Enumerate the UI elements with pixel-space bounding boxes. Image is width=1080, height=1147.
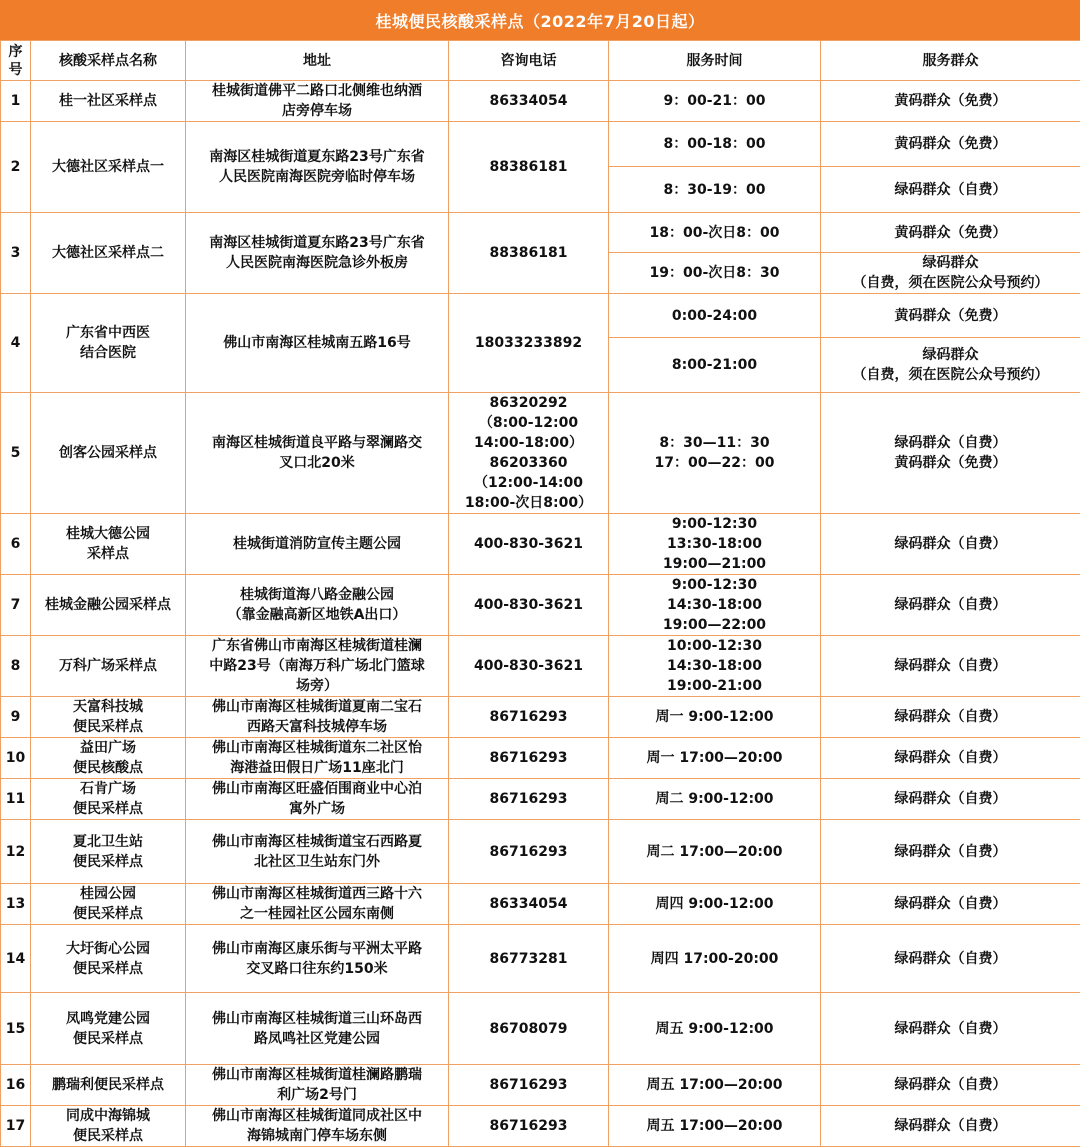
row-service-group: 绿码群众（自费） 黄码群众（免费） bbox=[821, 393, 1080, 514]
row-service-hours: 8：30-19：00 bbox=[609, 167, 821, 213]
row-phone: 86716293 bbox=[449, 1065, 609, 1106]
table-row bbox=[1, 294, 1080, 338]
row-service-group: 绿码群众 （自费，须在医院公众号预约） bbox=[821, 338, 1080, 393]
row-site-name: 大德社区采样点二 bbox=[31, 213, 186, 294]
row-address: 南海区桂城街道良平路与翠澜路交 叉口北20米 bbox=[186, 393, 449, 514]
table-row bbox=[1, 884, 1080, 925]
row-site-name: 桂一社区采样点 bbox=[31, 81, 186, 122]
row-service-hours: 8：30—11：30 17：00—22：00 bbox=[609, 393, 821, 514]
row-phone: 86773281 bbox=[449, 925, 609, 993]
row-service-group: 绿码群众（自费） bbox=[821, 636, 1080, 697]
row-phone: 86334054 bbox=[449, 884, 609, 925]
row-site-name: 广东省中西医 结合医院 bbox=[31, 294, 186, 393]
row-service-hours: 周四 17:00-20:00 bbox=[609, 925, 821, 993]
row-seq: 5 bbox=[1, 393, 31, 514]
row-seq: 7 bbox=[1, 575, 31, 636]
row-phone: 400-830-3621 bbox=[449, 575, 609, 636]
row-seq: 3 bbox=[1, 213, 31, 294]
row-service-hours: 19：00-次日8：30 bbox=[609, 253, 821, 294]
row-service-group: 绿码群众（自费） bbox=[821, 514, 1080, 575]
row-service-group: 绿码群众（自费） bbox=[821, 925, 1080, 993]
row-service-hours: 10:00-12:30 14:30-18:00 19:00-21:00 bbox=[609, 636, 821, 697]
row-service-group: 绿码群众 （自费，须在医院公众号预约） bbox=[821, 253, 1080, 294]
row-address: 佛山市南海区桂城南五路16号 bbox=[186, 294, 449, 393]
row-site-name: 益田广场 便民核酸点 bbox=[31, 738, 186, 779]
row-address: 佛山市南海区旺盛佰围商业中心泊 寓外广场 bbox=[186, 779, 449, 820]
row-address: 佛山市南海区桂城街道东二社区怡 海港益田假日广场11座北门 bbox=[186, 738, 449, 779]
row-address: 佛山市南海区桂城街道宝石西路夏 北社区卫生站东门外 bbox=[186, 820, 449, 884]
row-seq: 13 bbox=[1, 884, 31, 925]
row-service-group: 绿码群众（自费） bbox=[821, 1065, 1080, 1106]
row-site-name: 桂园公园 便民采样点 bbox=[31, 884, 186, 925]
row-service-hours: 周二 9:00-12:00 bbox=[609, 779, 821, 820]
row-service-group: 绿码群众（自费） bbox=[821, 575, 1080, 636]
table-row bbox=[1, 993, 1080, 1065]
table-row bbox=[1, 514, 1080, 575]
row-address: 佛山市南海区康乐街与平洲太平路 交叉路口往东约150米 bbox=[186, 925, 449, 993]
row-service-hours: 9:00-12:30 14:30-18:00 19:00—22:00 bbox=[609, 575, 821, 636]
row-address: 南海区桂城街道夏东路23号广东省 人民医院南海医院急诊外板房 bbox=[186, 213, 449, 294]
row-phone: 86708079 bbox=[449, 993, 609, 1065]
row-seq: 17 bbox=[1, 1106, 31, 1147]
row-phone: 86716293 bbox=[449, 779, 609, 820]
row-phone: 400-830-3621 bbox=[449, 514, 609, 575]
row-site-name: 石肯广场 便民采样点 bbox=[31, 779, 186, 820]
row-site-name: 天富科技城 便民采样点 bbox=[31, 697, 186, 738]
row-seq: 12 bbox=[1, 820, 31, 884]
row-phone: 88386181 bbox=[449, 122, 609, 213]
header-address: 地址 bbox=[186, 41, 449, 81]
row-address: 南海区桂城街道夏东路23号广东省 人民医院南海医院旁临时停车场 bbox=[186, 122, 449, 213]
row-site-name: 桂城大德公园 采样点 bbox=[31, 514, 186, 575]
row-service-hours: 0:00-24:00 bbox=[609, 294, 821, 338]
row-service-group: 绿码群众（自费） bbox=[821, 697, 1080, 738]
row-seq: 1 bbox=[1, 81, 31, 122]
row-address: 佛山市南海区桂城街道桂澜路鹏瑞 利广场2号门 bbox=[186, 1065, 449, 1106]
table-row bbox=[1, 1106, 1080, 1147]
row-phone: 86716293 bbox=[449, 738, 609, 779]
row-site-name: 鹏瑞利便民采样点 bbox=[31, 1065, 186, 1106]
row-site-name: 大德社区采样点一 bbox=[31, 122, 186, 213]
row-address: 佛山市南海区桂城街道西三路十六 之一桂园社区公园东南侧 bbox=[186, 884, 449, 925]
header-phone: 咨询电话 bbox=[449, 41, 609, 81]
row-seq: 9 bbox=[1, 697, 31, 738]
header-name: 核酸采样点名称 bbox=[31, 41, 186, 81]
sampling-points-table bbox=[0, 40, 1080, 1147]
row-phone: 86716293 bbox=[449, 697, 609, 738]
row-phone: 18033233892 bbox=[449, 294, 609, 393]
row-address: 佛山市南海区桂城街道三山环岛西 路凤鸣社区党建公园 bbox=[186, 993, 449, 1065]
row-site-name: 创客公园采样点 bbox=[31, 393, 186, 514]
row-service-group: 黄码群众（免费） bbox=[821, 294, 1080, 338]
table-title: 桂城便民核酸采样点（2022年7月20日起） bbox=[0, 0, 1080, 40]
row-address: 佛山市南海区桂城街道夏南二宝石 西路天富科技城停车场 bbox=[186, 697, 449, 738]
row-phone: 86716293 bbox=[449, 1106, 609, 1147]
header-hours: 服务时间 bbox=[609, 41, 821, 81]
row-seq: 16 bbox=[1, 1065, 31, 1106]
row-seq: 6 bbox=[1, 514, 31, 575]
table-row bbox=[1, 820, 1080, 884]
row-service-hours: 9：00-21：00 bbox=[609, 81, 821, 122]
table-row bbox=[1, 1065, 1080, 1106]
row-address: 桂城街道佛平二路口北侧维也纳酒 店旁停车场 bbox=[186, 81, 449, 122]
row-seq: 4 bbox=[1, 294, 31, 393]
row-service-group: 黄码群众（免费） bbox=[821, 81, 1080, 122]
header-group: 服务群众 bbox=[821, 41, 1080, 81]
row-site-name: 夏北卫生站 便民采样点 bbox=[31, 820, 186, 884]
row-service-hours: 周二 17:00—20:00 bbox=[609, 820, 821, 884]
row-service-group: 绿码群众（自费） bbox=[821, 738, 1080, 779]
row-seq: 15 bbox=[1, 993, 31, 1065]
row-site-name: 万科广场采样点 bbox=[31, 636, 186, 697]
row-service-group: 绿码群众（自费） bbox=[821, 884, 1080, 925]
row-site-name: 桂城金融公园采样点 bbox=[31, 575, 186, 636]
row-address: 广东省佛山市南海区桂城街道桂澜 中路23号（南海万科广场北门篮球 场旁） bbox=[186, 636, 449, 697]
header-seq-text: 序号 bbox=[8, 43, 24, 79]
table-row bbox=[1, 81, 1080, 122]
row-phone: 400-830-3621 bbox=[449, 636, 609, 697]
row-phone: 86334054 bbox=[449, 81, 609, 122]
row-service-hours: 周五 17:00—20:00 bbox=[609, 1106, 821, 1147]
row-seq: 2 bbox=[1, 122, 31, 213]
table-row bbox=[1, 738, 1080, 779]
row-service-hours: 周五 9:00-12:00 bbox=[609, 993, 821, 1065]
row-service-hours: 周四 9:00-12:00 bbox=[609, 884, 821, 925]
row-seq: 11 bbox=[1, 779, 31, 820]
table-row bbox=[1, 925, 1080, 993]
row-service-hours: 9:00-12:30 13:30-18:00 19:00—21:00 bbox=[609, 514, 821, 575]
table-row bbox=[1, 779, 1080, 820]
row-seq: 14 bbox=[1, 925, 31, 993]
row-seq: 10 bbox=[1, 738, 31, 779]
table-row bbox=[1, 213, 1080, 253]
row-site-name: 凤鸣党建公园 便民采样点 bbox=[31, 993, 186, 1065]
row-service-group: 绿码群众（自费） bbox=[821, 167, 1080, 213]
table-row bbox=[1, 636, 1080, 697]
row-site-name: 大圩街心公园 便民采样点 bbox=[31, 925, 186, 993]
row-service-group: 绿码群众（自费） bbox=[821, 1106, 1080, 1147]
table-row bbox=[1, 122, 1080, 167]
row-address: 佛山市南海区桂城街道同成社区中 海锦城南门停车场东侧 bbox=[186, 1106, 449, 1147]
row-service-group: 绿码群众（自费） bbox=[821, 779, 1080, 820]
row-service-group: 黄码群众（免费） bbox=[821, 213, 1080, 253]
row-service-group: 绿码群众（自费） bbox=[821, 993, 1080, 1065]
row-service-hours: 18：00-次日8：00 bbox=[609, 213, 821, 253]
row-phone: 86716293 bbox=[449, 820, 609, 884]
row-service-hours: 周一 17:00—20:00 bbox=[609, 738, 821, 779]
row-service-group: 黄码群众（免费） bbox=[821, 122, 1080, 167]
header-seq bbox=[1, 41, 31, 81]
row-service-group: 绿码群众（自费） bbox=[821, 820, 1080, 884]
row-service-hours: 8:00-21:00 bbox=[609, 338, 821, 393]
row-address: 桂城街道消防宣传主题公园 bbox=[186, 514, 449, 575]
header-row bbox=[1, 41, 1080, 81]
row-seq: 8 bbox=[1, 636, 31, 697]
row-phone: 88386181 bbox=[449, 213, 609, 294]
row-service-hours: 8：00-18：00 bbox=[609, 122, 821, 167]
row-service-hours: 周一 9:00-12:00 bbox=[609, 697, 821, 738]
table-row bbox=[1, 393, 1080, 514]
row-service-hours: 周五 17:00—20:00 bbox=[609, 1065, 821, 1106]
row-site-name: 同成中海锦城 便民采样点 bbox=[31, 1106, 186, 1147]
table-body bbox=[1, 81, 1080, 1147]
table-row bbox=[1, 575, 1080, 636]
row-address: 桂城街道海八路金融公园 （靠金融高新区地铁A出口） bbox=[186, 575, 449, 636]
table-row bbox=[1, 697, 1080, 738]
row-phone: 86320292 （8:00-12:00 14:00-18:00） 86203360 （12:00-14:00 18:00-次日8:00） bbox=[449, 393, 609, 514]
